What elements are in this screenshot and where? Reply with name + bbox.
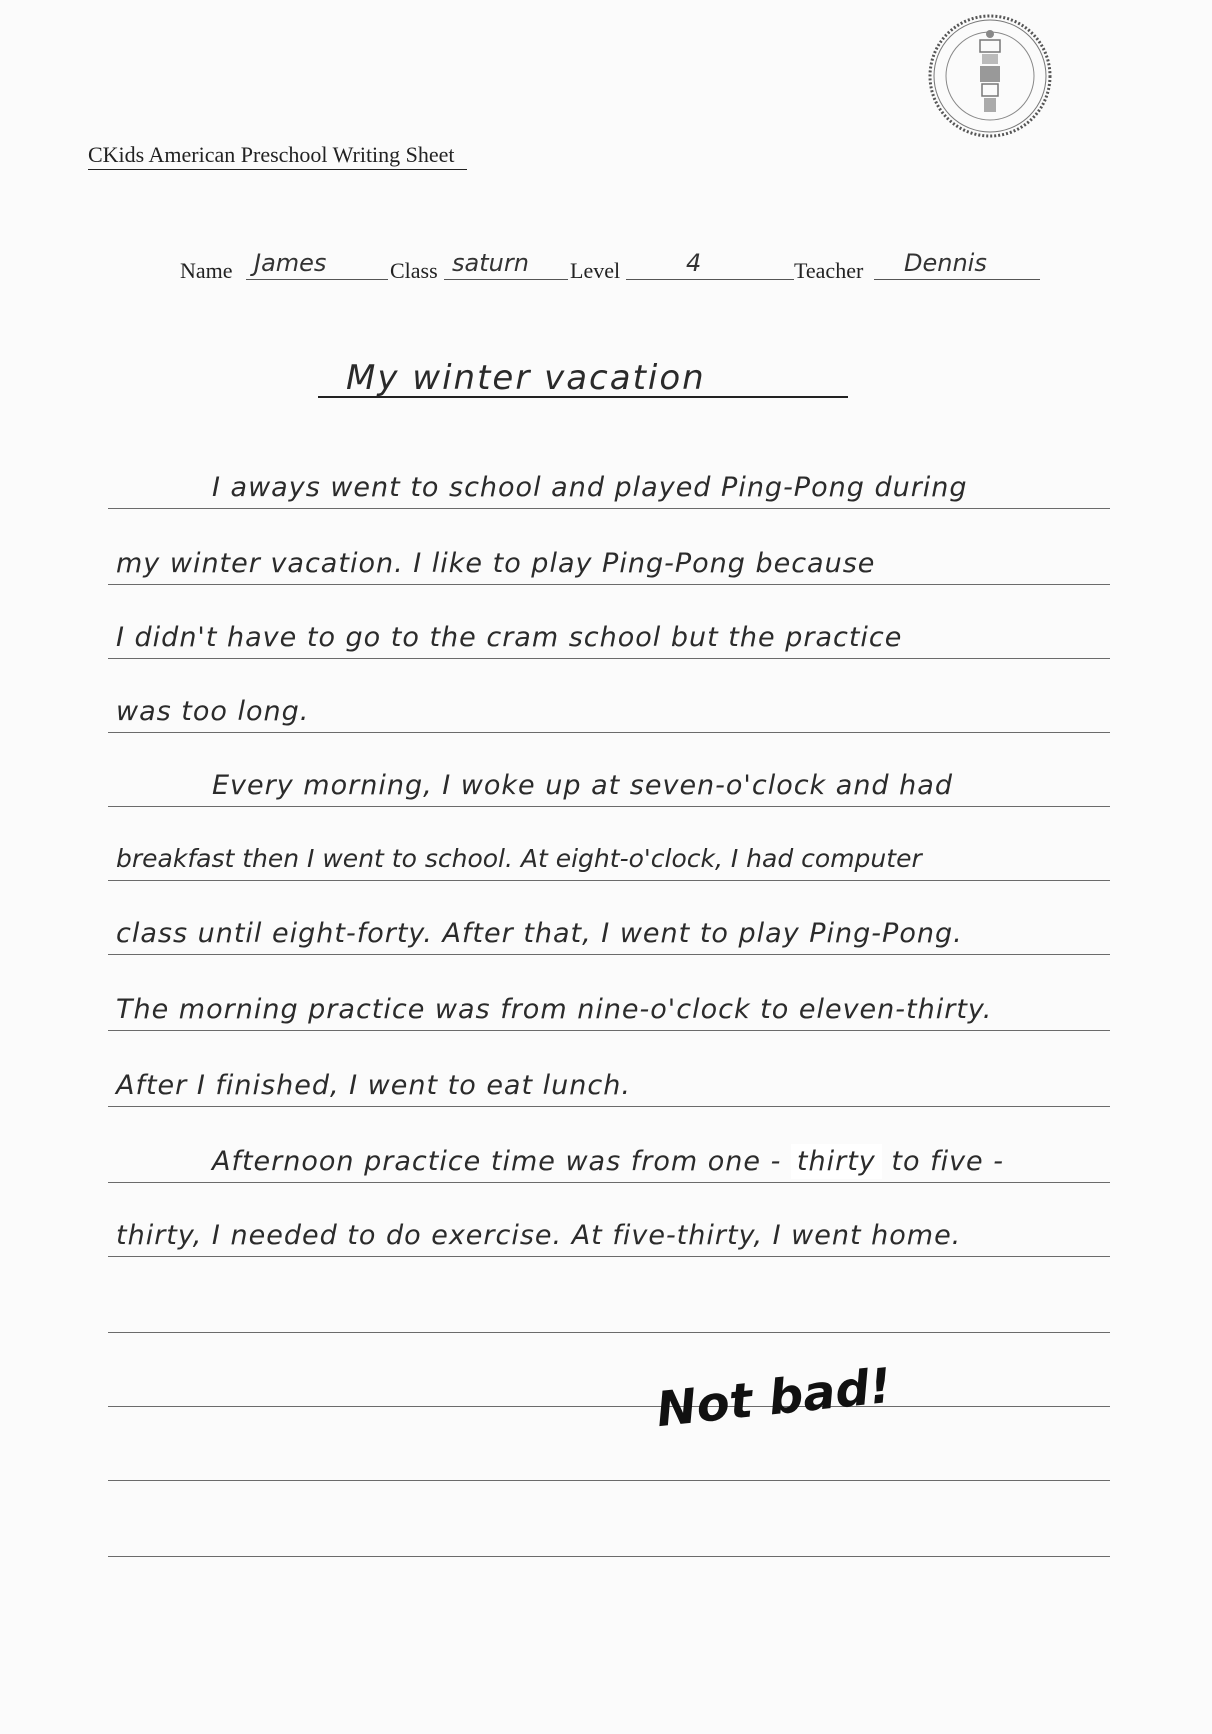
ruled-line — [108, 584, 1110, 585]
essay-line: breakfast then I went to school. At eight-o'clock, I had computer — [116, 844, 922, 873]
essay-line: class until eight-forty. After that, I went to play Ping-Pong. — [116, 918, 963, 949]
ruled-line — [108, 880, 1110, 881]
ruled-line — [108, 1182, 1110, 1183]
ruled-line — [108, 1256, 1110, 1257]
essay-line: I didn't have to go to the cram school but the practice — [116, 622, 903, 653]
ruled-line — [108, 1106, 1110, 1107]
ruled-line — [108, 1480, 1110, 1481]
teacher-label: Teacher — [794, 258, 864, 283]
essay-title-underline — [318, 358, 848, 398]
ruled-line — [108, 954, 1110, 955]
essay-line — [116, 1146, 1212, 1177]
sheet-header-title: CKids American Preschool Writing Sheet — [88, 142, 467, 170]
essay-line: my winter vacation. I like to play Ping-Pong because — [116, 548, 876, 579]
teacher-field: Dennis — [874, 248, 1040, 280]
corrected-word: thirty — [791, 1144, 882, 1179]
essay-title: My winter vacation — [346, 358, 706, 398]
level-field: 4 — [626, 248, 794, 280]
level-label: Level — [570, 258, 621, 283]
essay-line: was too long. — [116, 696, 310, 727]
name-label: Name — [180, 258, 233, 283]
essay-line: thirty, I needed to do exercise. At five-thirty, I went home. — [116, 1220, 962, 1251]
essay-line-part: Afternoon practice time was from one - — [212, 1146, 782, 1177]
class-label: Class — [390, 258, 438, 283]
ruled-line — [108, 1406, 1110, 1407]
essay-line: Every morning, I woke up at seven-o'clock and had — [212, 770, 953, 801]
essay-line-part: to five - — [891, 1146, 1004, 1177]
ruled-line — [108, 806, 1110, 807]
ruled-line — [108, 1556, 1110, 1557]
essay-line: I aways went to school and played Ping-Pong during — [212, 472, 968, 503]
essay-line: After I finished, I went to eat lunch. — [116, 1070, 631, 1101]
ruled-line — [108, 658, 1110, 659]
class-field: saturn — [444, 248, 568, 280]
ruled-line — [108, 1332, 1110, 1333]
ruled-line — [108, 508, 1110, 509]
essay-line: The morning practice was from nine-o'clock to eleven-thirty. — [116, 994, 993, 1025]
ruled-line — [108, 1030, 1110, 1031]
student-info-row — [180, 248, 1040, 288]
ruled-line — [108, 732, 1110, 733]
school-seal-icon — [926, 12, 1054, 140]
name-field: James — [246, 248, 388, 280]
teacher-comment: Not bad! — [653, 1357, 895, 1439]
